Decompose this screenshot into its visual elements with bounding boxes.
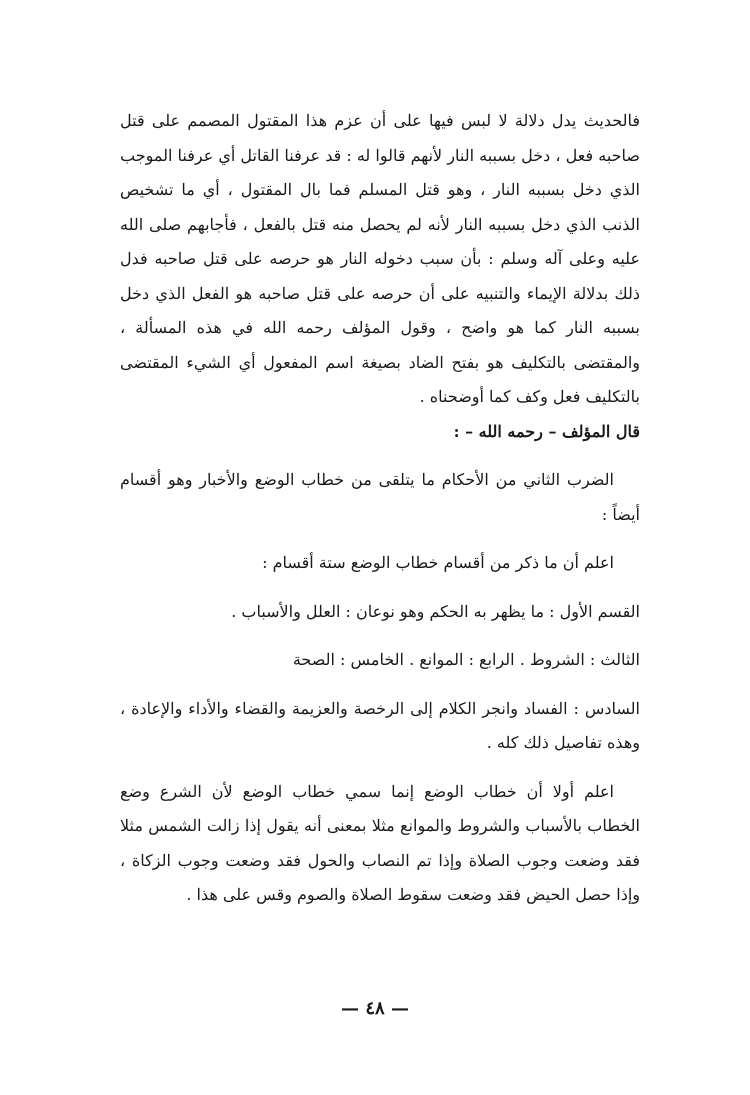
- section-heading: قال المؤلف – رحمه الله – :: [453, 421, 640, 441]
- paragraph: السادس : الفساد وانجر الكلام إلى الرخصة والعزيمة والقضاء والأداء والإعادة ، وهذه تفاصيل ذلك كله .: [120, 698, 640, 752]
- paragraph: الضرب الثاني من الأحكام ما يتلقى من خطاب الوضع والأخبار وهو أقسام أيضاً :: [120, 470, 640, 524]
- paragraph: اعلم أولا أن خطاب الوضع إنما سمي خطاب الوضع لأن الشرع وضع الخطاب بالأسباب والشروط والموانع مثلا بمعنى أنه يقول إذا زالت الشمس مثلا فقد وضعت وجوب الصلاة وإذا تم النصاب والحول فقد وضعت وجوب الزكاة ، وإذا حصل الحيض فقد وضعت سقوط الصلاة والصوم وقس على هذا .: [120, 781, 640, 904]
- paragraph: الثالث : الشروط . الرابع : الموانع . الخامس : الصحة: [292, 650, 640, 669]
- paragraph: فالحديث يدل دلالة لا لبس فيها على أن عزم هذا المقتول المصمم على قتل صاحبه فعل ، دخل بسببه النار لأنهم قالوا له : قد عرفنا القاتل أي عرفنا الموجب الذي دخل بسببه النار ، وهو قتل المسلم فما بال المقتول ، أي ما تشخيص الذنب الذي دخل بسببه النار لأنه لم يحصل منه قتل بالفعل ، فأجابهم صلى الله عليه وعلى آله وسلم : بأن سبب دخوله النار هو حرصه على قتل صاحبه فدل ذلك بدلالة الإيماء والتنبيه على أن حرصه على قتل صاحبه هو الفعل الذي دخل بسببه النار كما هو واضح ، وقول المؤلف رحمه الله في هذه المسألة ، والمقتضى بالتكليف هو بفتح الضاد بصيغة اسم المفعول أي الشيء المقتضى بالتكليف فعل وكف كما أوضحناه .: [120, 111, 641, 406]
- text-body: [120, 104, 640, 913]
- paragraph: القسم الأول : ما يظهر به الحكم وهو نوعان : العلل والأسباب .: [231, 601, 640, 621]
- page-number: — ٤٨ —: [341, 998, 409, 1019]
- page-content: [120, 104, 640, 1044]
- paragraph: اعلم أن ما ذكر من أقسام خطاب الوضع ستة أقسام :: [262, 553, 614, 572]
